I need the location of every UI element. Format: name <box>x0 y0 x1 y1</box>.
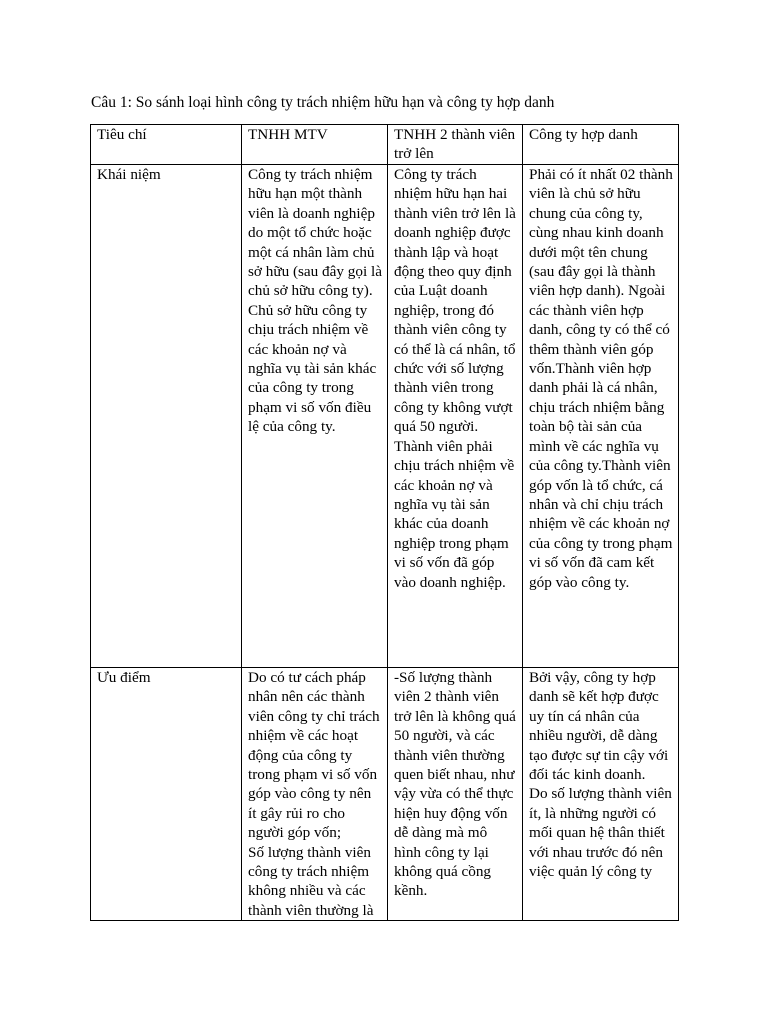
header-tnhh-two-plus: TNHH 2 thành viên trở lên <box>388 125 523 165</box>
concept-two-plus-cell: Công ty trách nhiệm hữu hạn hai thành viên trở lên là doanh nghiệp được thành lập và hoạt động theo quy định của Luật doanh nghiệp, trong đó thành viên công ty có thể là cá nhân, tổ chức với số lượng thành viên trong công ty không vượt quá 50 người. Thành viên phải chịu trách nhiệm về các khoản nợ và nghĩa vụ tài sản khác của doanh nghiệp trong phạm vi số vốn đã góp vào doanh nghiệp. <box>388 165 523 668</box>
advantages-mtv-cell <box>242 668 388 921</box>
advantages-label: Ưu điểm <box>91 668 242 921</box>
header-criteria: Tiêu chí <box>91 125 242 165</box>
concept-label: Khái niệm <box>91 165 242 668</box>
concept-mtv-cell <box>242 165 388 668</box>
header-tnhh-mtv: TNHH MTV <box>242 125 388 165</box>
advantages-mtv-paragraph: Do có tư cách pháp nhân nên các thành viên công ty chỉ trách nhiệm về các hoạt động của công ty trong phạm vi số vốn góp vào công ty nên ít gây rủi ro cho người góp vốn; <box>248 669 380 842</box>
concept-partnership-cell: Phải có ít nhất 02 thành viên là chủ sở hữu chung của công ty, cùng nhau kinh doanh dưới một tên chung (sau đây gọi là thành viên hợp danh). Ngoài các thành viên hợp danh, công ty có thể có thêm thành viên góp vốn.Thành viên hợp danh phải là cá nhân, chịu trách nhiệm bằng toàn bộ tài sản của mình về các nghĩa vụ của công ty.Thành viên góp vốn là tổ chức, cá nhân và chỉ chịu trách nhiệm về các khoản nợ của công ty trong phạm vi số vốn đã cam kết góp vào công ty. <box>523 165 679 668</box>
table-header-row <box>91 125 679 165</box>
advantages-partnership-paragraph: Bởi vậy, công ty hợp danh sẽ kết hợp được uy tín cá nhân của nhiều người, dễ dàng tạo được sự tin cậy với đối tác kinh doanh. <box>529 669 669 784</box>
advantages-two-plus-cell: -Số lượng thành viên 2 thành viên trở lên là không quá 50 người, và các thành viên thường quen biết nhau, như vậy vừa có thể thực hiện huy động vốn dễ dàng mà mô hình công ty lại không quá cồng kềnh. <box>388 668 523 921</box>
table-row-concept <box>91 165 679 668</box>
concept-mtv-paragraph: Công ty trách nhiệm hữu hạn một thành viên là doanh nghiệp do một tổ chức hoặc một cá nhân làm chủ sở hữu (sau đây gọi là chủ sở hữu công ty). <box>248 166 382 300</box>
table-row-advantages <box>91 668 679 921</box>
advantages-partnership-cell <box>523 668 679 921</box>
comparison-table <box>90 124 679 921</box>
advantages-partnership-paragraph: Do số lượng thành viên ít, là những người có mối quan hệ thân thiết với nhau trước đó nên việc quản lý công ty <box>529 785 672 881</box>
advantages-mtv-paragraph: Số lượng thành viên công ty trách nhiệm không nhiều và các thành viên thường là <box>248 843 374 919</box>
header-partnership: Công ty hợp danh <box>523 125 679 165</box>
concept-mtv-paragraph: Chủ sở hữu công ty chịu trách nhiệm về các khoản nợ và nghĩa vụ tài sản khác của công ty trong phạm vi số vốn điều lệ của công ty. <box>248 301 377 436</box>
question-heading: Câu 1: So sánh loại hình công ty trách nhiệm hữu hạn và công ty hợp danh <box>91 94 555 111</box>
